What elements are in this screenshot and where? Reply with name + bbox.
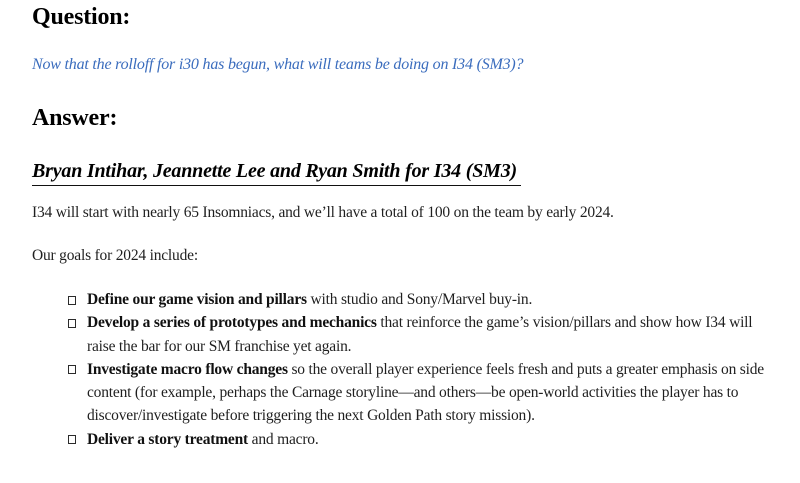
goal-bold-text: Deliver a story treatment [87, 430, 248, 448]
goal-bold-text: Develop a series of prototypes and mechanics [87, 314, 377, 332]
goal-rest-text: so the overall player experience feels fresh and puts a greater emphasis on side content (for example, perhaps the Carnage storyline—and others—be open-world activities the player has to discover/investigate before triggering the next Golden Path story mission). [87, 360, 764, 425]
byline-heading: Bryan Intihar, Jeannette Lee and Ryan Smith for I34 (SM3) [32, 160, 521, 186]
goal-bold-text: Investigate macro flow changes [87, 360, 288, 378]
goal-bold-text: Define our game vision and pillars [87, 291, 307, 308]
bullet-square-icon [68, 435, 76, 444]
goal-rest-text: that reinforce the game’s vision/pillars and show how I34 will raise the bar for our SM franchise yet again. [87, 314, 753, 355]
bullet-square-icon [68, 365, 76, 374]
goal-rest-text: with studio and Sony/Marvel buy-in. [306, 291, 533, 308]
bullet-square-icon [68, 296, 76, 305]
list-item [87, 311, 777, 358]
question-text: Now that the rolloff for i30 has begun, what will teams be doing on I34 (SM3)? [32, 56, 524, 73]
goal-rest-text: and macro. [248, 430, 319, 448]
bullet-square-icon [68, 319, 76, 328]
question-heading: Question: [32, 4, 131, 30]
list-item [87, 288, 777, 311]
list-item [87, 428, 777, 451]
intro-paragraph: I34 will start with nearly 65 Insomniacs, and we’ll have a total of 100 on the team by early 2024. [32, 204, 614, 221]
answer-heading: Answer: [32, 105, 118, 131]
list-item [87, 358, 777, 428]
goals-list [87, 288, 777, 451]
goals-lead: Our goals for 2024 include: [32, 247, 198, 264]
